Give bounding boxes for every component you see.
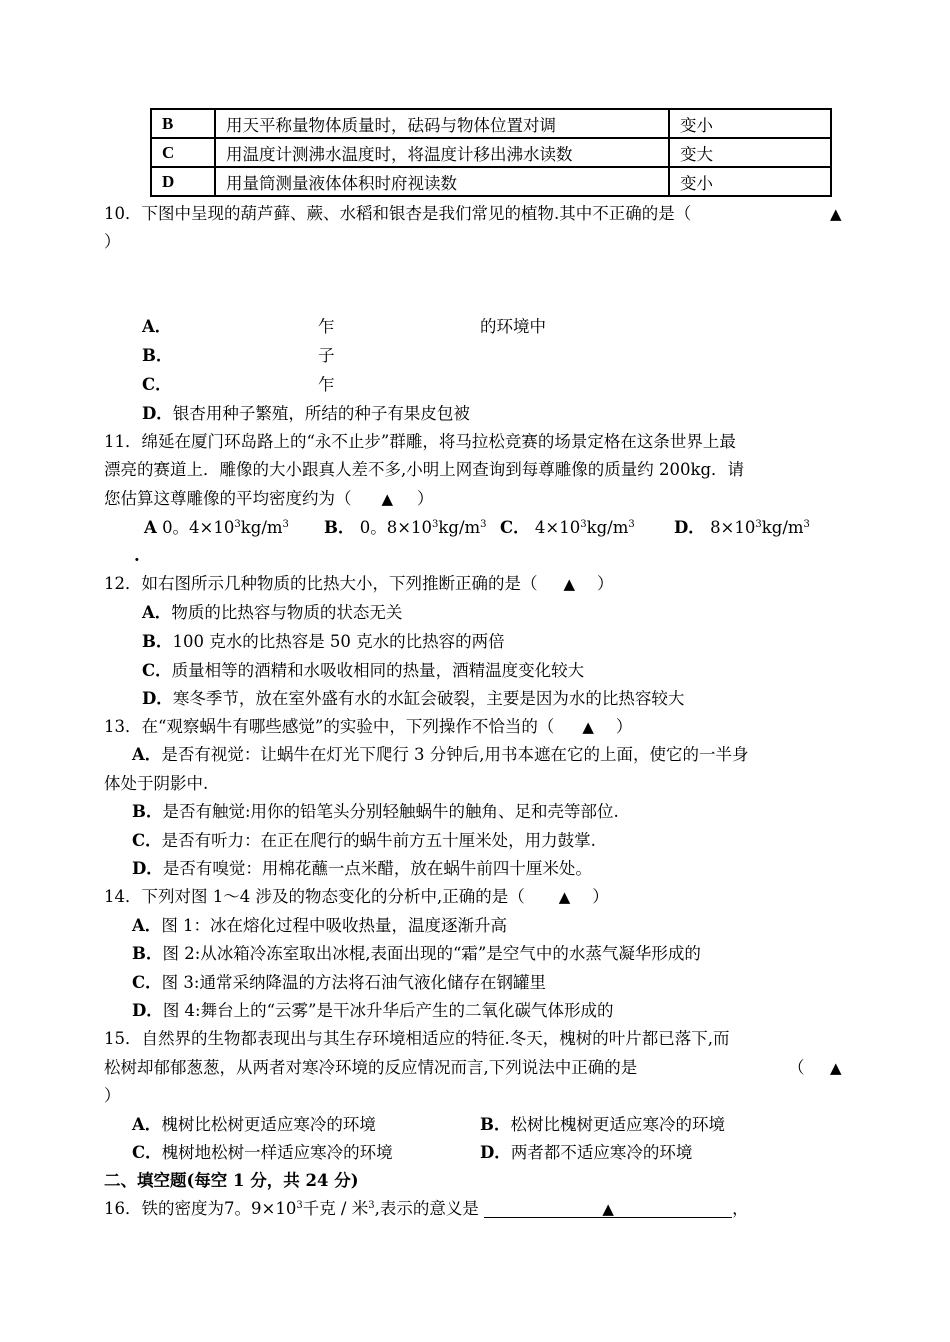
q12-stem: 12．如右图所示几种物质的比热大小，下列推断正确的是（ ▲ ）: [104, 574, 614, 593]
q11-line3: 您估算这尊雕像的平均密度约为（ ▲ ）: [104, 489, 434, 508]
q15-option-a: A．槐树比松树更适应寒冷的环境: [132, 1115, 376, 1134]
q13-option-a: A．是否有视觉：让蜗牛在灯光下爬行 3 分钟后,用书本遮在它的上面，使它的一半身: [132, 745, 749, 764]
table-result: 变小: [669, 167, 831, 196]
answer-triangle: ▲: [582, 718, 594, 736]
table-key: D: [151, 167, 215, 196]
q14-option-d: D．图 4:舞台上的“云雾”是干冰升华后产生的二氧化碳气体形成的: [132, 1001, 614, 1020]
table-desc: 用温度计测沸水温度时，将温度计移出沸水读数: [215, 138, 669, 167]
answer-triangle: ▲: [830, 205, 842, 223]
table-key: C: [151, 138, 215, 167]
q15-option-c: C．槐树地松树一样适应寒冷的环境: [132, 1143, 393, 1162]
table-result: 变大: [669, 138, 831, 167]
table-desc: 用量筒测量液体体积时府视读数: [215, 167, 669, 196]
q15-option-b: B．松树比槐树更适应寒冷的环境: [480, 1115, 725, 1134]
q11-dot: .: [134, 546, 140, 565]
table-row: [151, 109, 831, 138]
answer-triangle: ▲: [381, 490, 394, 508]
q10-option-a-fragment2: 的环境中: [480, 317, 546, 336]
q14-option-b: B．图 2:从冰箱冷冻室取出冰棍,表面出现的“霜”是空气中的水蒸气凝华形成的: [132, 944, 701, 963]
q12-option-a: A．物质的比热容与物质的状态无关: [142, 603, 403, 622]
q16-answer-blank[interactable]: [484, 1199, 732, 1218]
q10-option-b-fragment: 子: [318, 346, 335, 365]
q15-line1: 15．自然界的生物都表现出与其生存环境相适应的特征.冬天，槐树的叶片都已落下,而: [104, 1029, 730, 1048]
table-desc: 用天平称量物体质量时，砝码与物体位置对调: [215, 109, 669, 138]
q14-option-a: A．图 1：冰在熔化过程中吸收热量，温度逐渐升高: [132, 916, 508, 935]
table-result: 变小: [669, 109, 831, 138]
q12-option-d: D．寒冬季节，放在室外盛有水的水缸会破裂，主要是因为水的比热容较大: [142, 689, 685, 708]
q10-option-d: D．银杏用种子繁殖，所结的种子有果皮包被: [142, 404, 470, 423]
table-key: B: [151, 109, 215, 138]
answer-triangle: ▲: [558, 888, 571, 906]
q10-stem: 10．下图中呈现的葫芦藓、蕨、水稻和银杏是我们常见的植物.其中不正确的是（: [104, 204, 692, 223]
q11-option-d: D． $8\times 10^3kg/m^3$: [674, 518, 810, 537]
q13-option-a-cont: 体处于阴影中.: [104, 774, 209, 793]
q15-tail: ）: [104, 1086, 121, 1105]
q14-option-c: C．图 3:通常采纳降温的方法将石油气液化储存在钢罐里: [132, 973, 546, 992]
q13-option-d: D．是否有嗅觉：用棉花蘸一点米醋，放在蜗牛前四十厘米处。: [132, 859, 592, 878]
q13-stem: 13．在“观察蜗牛有哪些感觉”的实验中，下列操作不恰当的（ ▲ ）: [104, 717, 633, 736]
q11-line2: 漂亮的赛道上．雕像的大小跟真人差不多,小明上网查询到每尊雕像的质量约 200kg．请: [104, 460, 745, 479]
q10-option-a-label: A．: [142, 317, 172, 336]
q13-option-b: B．是否有触觉:用你的铅笔头分别轻触蜗牛的触角、足和壳等部位.: [132, 802, 619, 821]
q13-option-c: C．是否有听力：在正在爬行的蜗牛前方五十厘米处，用力鼓掌.: [132, 831, 596, 850]
options-table: [150, 108, 832, 197]
q11-line1: 11．绵延在厦门环岛路上的“永不止步”群雕，将马拉松竞赛的场景定格在这条世界上最: [104, 432, 736, 451]
q15-line2: 松树却郁郁葱葱，从两者对寒冷环境的反应情况而言,下列说法中正确的是: [104, 1058, 638, 1077]
q11-option-c: C． $4\times 10^3kg/m^3$: [500, 518, 635, 537]
table-row: [151, 138, 831, 167]
q12-option-b: B．100 克水的比热容是 50 克水的比热容的两倍: [142, 632, 505, 651]
answer-triangle: ▲: [830, 1059, 842, 1077]
answer-triangle: ▲: [602, 1200, 614, 1218]
q10-tail: ）: [104, 232, 121, 251]
q15-option-d: D．两者都不适应寒冷的环境: [480, 1143, 693, 1162]
answer-triangle: ▲: [563, 575, 576, 593]
q10-option-b-label: B．: [142, 346, 173, 365]
q11-option-b: B． 0。$8\times 10^3kg/m^3$: [324, 518, 487, 537]
q16-line: 16．铁的密度为7。$9\times 10^3$千克 / 米$^3$,表示的意义是 ▲ ，: [104, 1199, 749, 1218]
q14-stem: 14．下列对图 1～4 涉及的物态变化的分析中,正确的是（ ▲ ）: [104, 887, 609, 906]
q12-option-c: C．质量相等的酒精和水吸收相同的热量，酒精温度变化较大: [142, 661, 585, 680]
q10-option-a-fragment: 乍: [318, 317, 335, 336]
q10-option-c-fragment: 乍: [318, 375, 335, 394]
q15-paren: （: [788, 1058, 805, 1077]
q11-option-a: A 0。$4\times 10^3kg/m^3$: [144, 518, 289, 537]
q10-option-c-label: C．: [142, 375, 172, 394]
section-heading: 二、填空题(每空 1 分，共 24 分): [104, 1171, 359, 1190]
table-row: [151, 167, 831, 196]
